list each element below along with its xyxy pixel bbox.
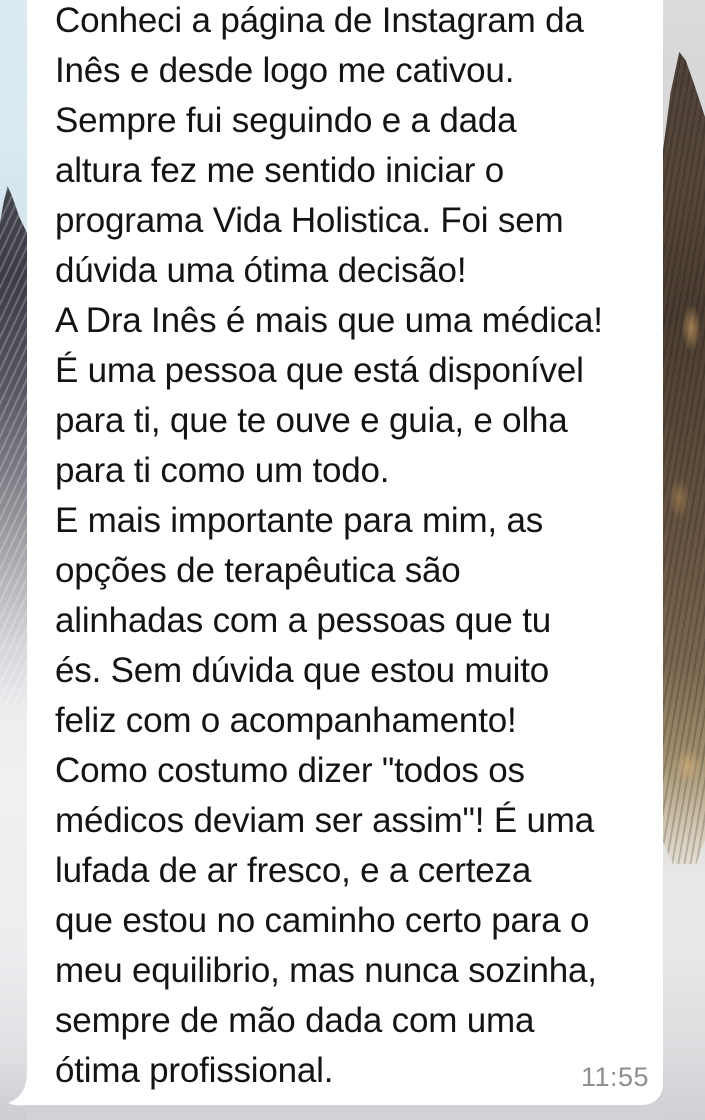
message-timestamp: 11:55 [580,1062,649,1092]
message-line: alinhadas com a pessoas que tu [55,601,551,640]
message-line: és. Sem dúvida que estou muito [55,651,550,690]
message-line: altura fez me sentido iniciar o [55,151,505,190]
message-line: Sempre fui seguindo e a dada [55,101,517,140]
message-text [55,0,655,1096]
message-line: Inês e desde logo me cativou. [55,51,515,90]
message-line: sempre de mão dada com uma [55,1001,535,1040]
message-line: Como costumo dizer "todos os [55,751,525,790]
wallpaper-mountain-right [662,52,705,864]
chat-wallpaper-left [0,0,27,1120]
message-line: dúvida uma ótima decisão! [55,251,467,290]
message-line: opções de terapêutica são [55,551,461,590]
message-line: feliz com o acompanhamento! [55,701,517,740]
message-line: Conheci a página de Instagram da [55,1,584,40]
chat-wallpaper-right [662,0,705,1120]
message-line: ótima profissional. [55,1051,334,1090]
bubble-tail [6,1062,28,1106]
message-line: E mais importante para mim, as [55,501,544,540]
wallpaper-mountain-left [0,186,27,706]
message-line: É uma pessoa que está disponível [55,351,584,390]
message-line: para ti, que te ouve e guia, e olha [55,401,568,440]
incoming-message-bubble[interactable] [27,0,663,1105]
message-line: que estou no caminho certo para o [55,901,590,940]
message-line: programa Vida Holistica. Foi sem [55,201,564,240]
message-line: meu equilibrio, mas nunca sozinha, [55,951,597,990]
message-line: A Dra Inês é mais que uma médica! [55,301,603,340]
message-line: médicos deviam ser assim"! É uma [55,801,594,840]
message-line: para ti como um todo. [55,451,390,490]
message-line: lufada de ar fresco, e a certeza [55,851,532,890]
